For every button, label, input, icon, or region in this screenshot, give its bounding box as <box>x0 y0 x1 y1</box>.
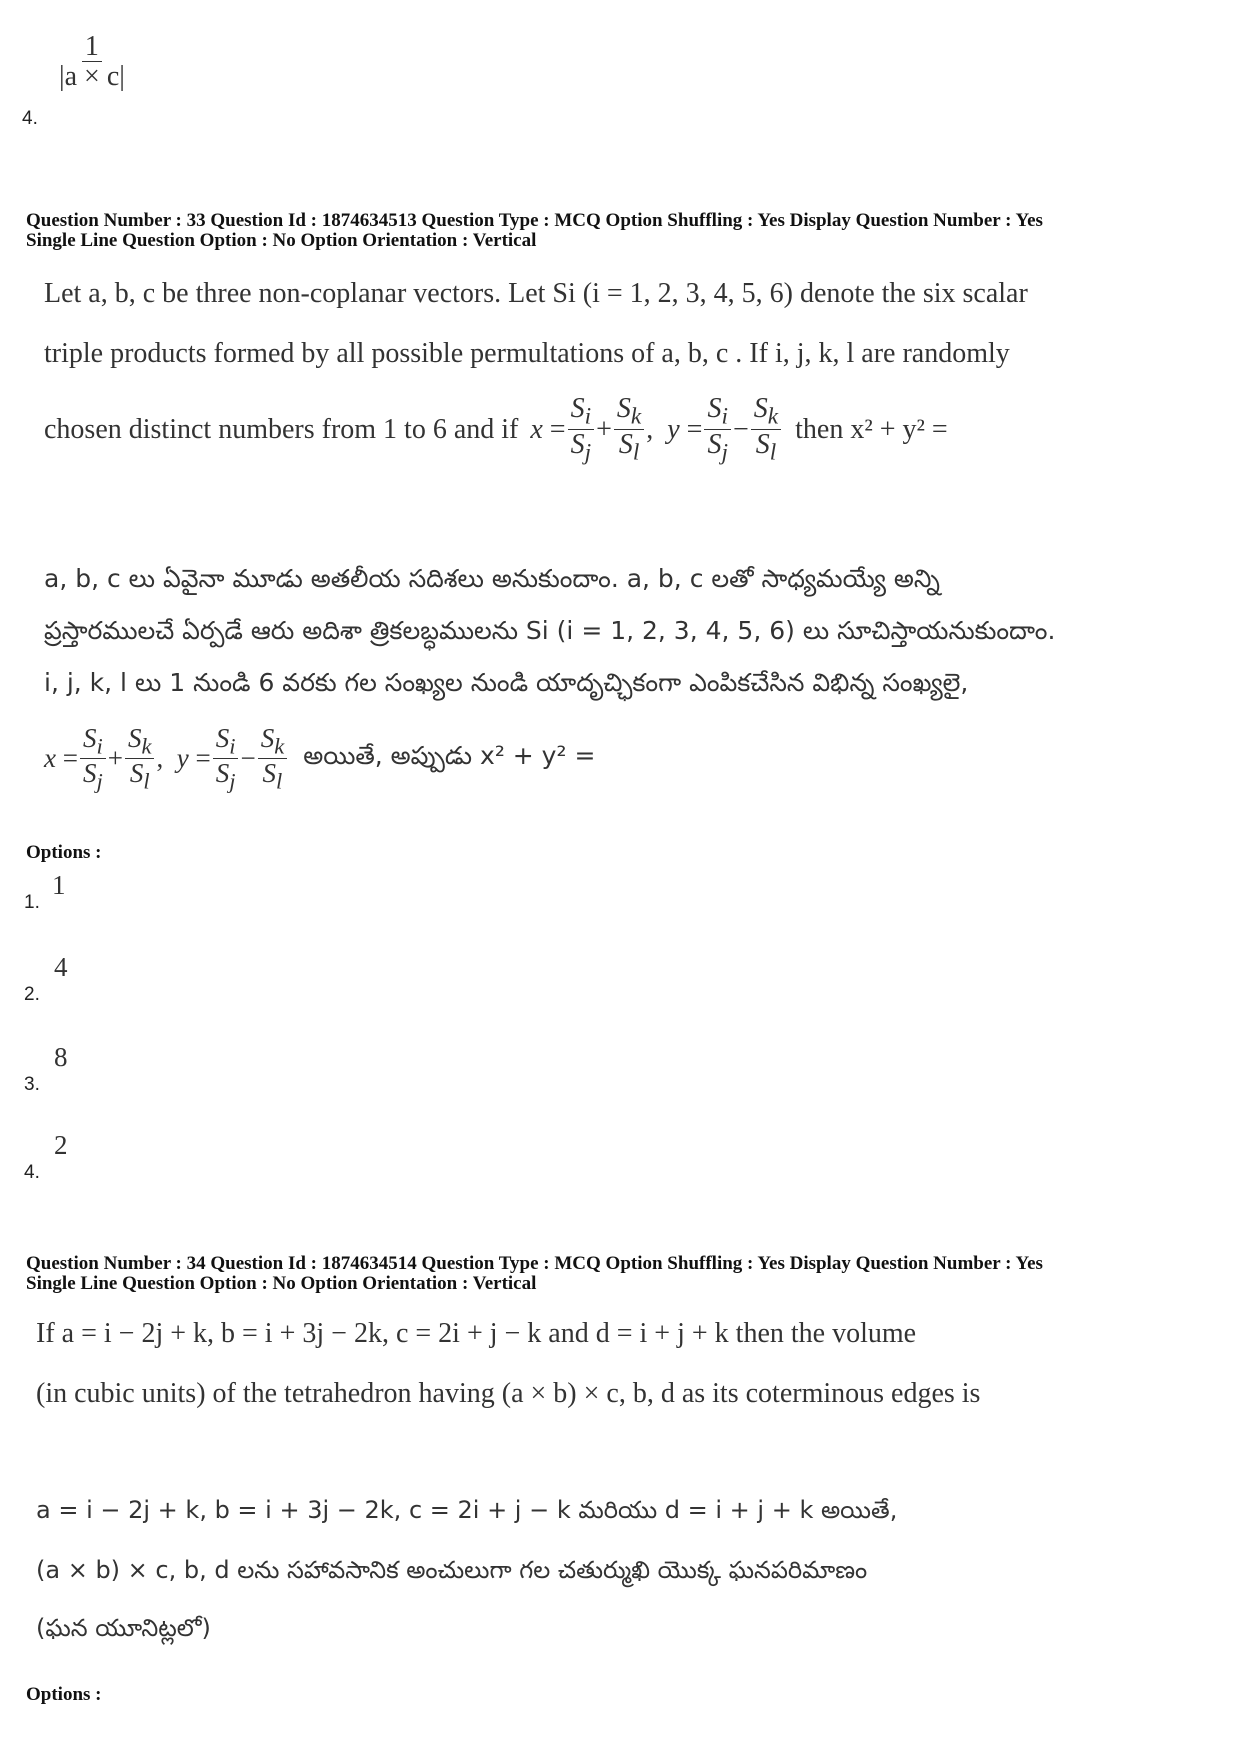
prev-option-4[interactable] <box>20 30 220 130</box>
q33-meta-line-2: Single Line Question Option : No Option Orientation : Vertical <box>26 230 537 251</box>
q33-meta-line-1: Question Number : 33 Question Id : 1874634513 Question Type : MCQ Option Shuffling : Yes Display Question Number : Yes <box>26 210 1043 231</box>
q33-english-line-1: Let a, b, c be three non-coplanar vectors. Let Si (i = 1, 2, 3, 4, 5, 6) denote the six scalar <box>44 278 1028 309</box>
q34-english-line-2: (in cubic units) of the tetrahedron having (a × b) × c, b, d as its coterminous edges is <box>36 1378 981 1409</box>
q34-telugu-line-3: (ఘన యూనిట్లలో) <box>36 1614 211 1642</box>
fraction-denominator: |a × c| <box>59 61 125 93</box>
q33-formula: x = $\frac{S_i}{S_j}$ + $\frac{S_k}{S_l}$ , y = $\frac{S_i}{S_j}$ − $\frac{S_k}{S_l}$ <box>530 394 783 465</box>
option-number: 4. <box>24 1162 40 1183</box>
q33-line3-prefix: chosen distinct numbers from 1 to 6 and if <box>44 413 519 445</box>
q33-telugu-line-3: i, j, k, l లు 1 నుండి 6 వరకు గల సంఖ్యల నుండి యాదృచ్ఛికంగా ఎంపికచేసిన విభిన్న సంఖ్యలై, <box>44 668 969 697</box>
q33-te-line4-suffix: అయితే, అప్పుడు x² + y² = <box>303 740 596 770</box>
option-value: 8 <box>54 1042 68 1072</box>
q34-meta-line-1: Question Number : 34 Question Id : 1874634514 Question Type : MCQ Option Shuffling : Yes Display Question Number : Yes <box>26 1253 1043 1274</box>
q33-english-line-3 <box>44 394 948 465</box>
option-number: 3. <box>24 1074 40 1095</box>
q33-option-4[interactable] <box>24 1130 224 1183</box>
q33-telugu-line-1: a, b, c లు ఏవైనా మూడు అతలీయ సదిశలు అనుకుందాం. a, b, c లతో సాధ్యమయ్యే అన్ని <box>44 564 940 593</box>
fraction-numerator: 1 <box>82 32 102 62</box>
q34-telugu-line-1: a = i − 2j + k, b = i + 3j − 2k, c = 2i + j − k మరియు d = i + j + k అయితే, <box>36 1496 898 1524</box>
option-number: 2. <box>24 984 40 1005</box>
q33-te-formula: x = $\frac{S_i}{S_j}$ + $\frac{S_k}{S_l}$ , y = $\frac{S_i}{S_j}$ − $\frac{S_k}{S_l}$ <box>44 724 289 793</box>
q34-english-line-1: If a = i − 2j + k, b = i + 3j − 2k, c = 2i + j − k and d = i + j + k then the volume <box>36 1318 917 1349</box>
q33-option-1[interactable] <box>24 870 224 920</box>
q33-line3-suffix: then x² + y² = <box>795 413 948 445</box>
q33-telugu-line-2: ప్రస్తారములచే ఏర్పడే ఆరు అదిశా త్రికలబ్ధములను Si (i = 1, 2, 3, 4, 5, 6) లు సూచిస్తాయనుకుందాం. <box>44 616 1056 645</box>
option-value: 2 <box>54 1130 68 1160</box>
option-number: 1. <box>24 892 40 913</box>
q33-option-3[interactable] <box>24 1042 224 1095</box>
option-fraction <box>54 32 130 92</box>
q33-options-label: Options : <box>26 842 102 863</box>
q34-options-label: Options : <box>26 1684 102 1705</box>
q34-telugu-line-2: (a × b) × c, b, d లను సహావసానిక అంచులుగా గల చతుర్ముఖి యొక్క ఘనపరిమాణం <box>36 1556 868 1584</box>
q33-english-line-2: triple products formed by all possible permultations of a, b, c . If i, j, k, l are randomly <box>44 338 1010 369</box>
option-number: 4. <box>22 108 38 129</box>
option-value: 4 <box>54 952 68 982</box>
option-value: 1 <box>52 870 66 900</box>
q33-telugu-line-4 <box>44 724 595 793</box>
q33-option-2[interactable] <box>24 952 224 1005</box>
q34-meta-line-2: Single Line Question Option : No Option Orientation : Vertical <box>26 1273 537 1294</box>
